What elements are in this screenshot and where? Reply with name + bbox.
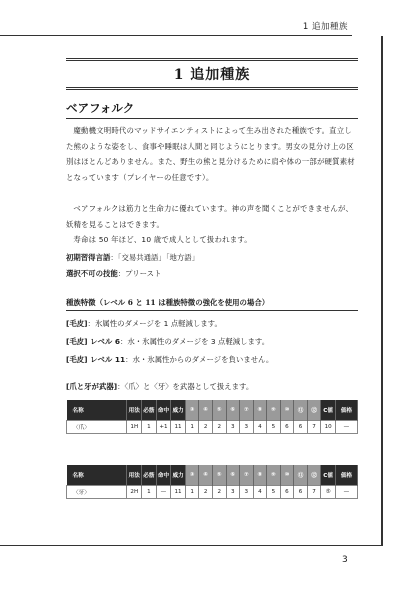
table-cell: 1 xyxy=(142,420,157,433)
table-cell: 6 xyxy=(280,420,294,433)
col-header: 用法 xyxy=(127,465,142,485)
table-cell: +1 xyxy=(156,420,171,433)
page-number: 3 xyxy=(342,555,348,565)
col-header: 命中 xyxy=(156,400,171,420)
trait-claw-fang xyxy=(66,381,253,392)
col-header: 名称 xyxy=(67,465,127,485)
col-header: ⑩ xyxy=(280,400,294,420)
table-cell: — xyxy=(335,420,357,433)
trait-label: [毛皮] xyxy=(66,319,88,328)
weapon-table-fang xyxy=(66,465,358,499)
table-cell: 4 xyxy=(253,485,267,498)
table-cell: 〈牙〉 xyxy=(67,485,127,498)
initial-language xyxy=(66,252,199,263)
chapter-title: 1 追加種族 xyxy=(66,58,358,90)
col-header: ④ xyxy=(199,400,213,420)
table-cell: 6 xyxy=(294,420,308,433)
col-header: ⑦ xyxy=(240,400,254,420)
table-cell: 11 xyxy=(171,420,186,433)
table-cell: 1H xyxy=(127,420,142,433)
trait-text: ：水・氷属性からのダメージを負いません。 xyxy=(125,355,274,364)
col-header: ③ xyxy=(185,465,199,485)
trait-label: [毛皮] レベル 11 xyxy=(66,355,126,364)
col-header: ⑧ xyxy=(253,400,267,420)
table-cell: — xyxy=(335,485,357,498)
table-cell: 5 xyxy=(267,485,281,498)
trait-text: ：氷属性のダメージを 1 点軽減します。 xyxy=(87,319,222,328)
initial-language-value: ：「交易共通語」「地方語」 xyxy=(110,253,200,262)
table-cell: 1 xyxy=(185,420,199,433)
col-header: 必筋 xyxy=(142,400,157,420)
trait-fur-level11 xyxy=(66,354,273,365)
table-cell: 2 xyxy=(199,420,213,433)
col-header: ⑦ xyxy=(240,465,254,485)
table-cell: — xyxy=(156,485,171,498)
table-cell: 2 xyxy=(212,420,226,433)
col-header: ⑥ xyxy=(226,465,240,485)
col-header: 用法 xyxy=(127,400,142,420)
trait-text: ：水・氷属性のダメージを 3 点軽減します。 xyxy=(120,337,270,346)
table-cell: 〈爪〉 xyxy=(67,420,127,433)
col-header: ⑤ xyxy=(212,465,226,485)
col-header: ⑪ xyxy=(294,465,308,485)
unselectable-skill-label: 選択不可の技能 xyxy=(66,269,118,278)
col-header: 名称 xyxy=(67,400,127,420)
col-header: ⑪ xyxy=(294,400,308,420)
table-cell: 4 xyxy=(253,420,267,433)
paragraph-lifespan xyxy=(66,232,358,248)
table-cell: 6 xyxy=(280,485,294,498)
initial-language-label: 初期習得言語 xyxy=(66,253,111,262)
bottom-rule xyxy=(0,545,382,546)
table-cell: 7 xyxy=(307,485,321,498)
col-header: ⑫ xyxy=(307,465,321,485)
table-cell: 10 xyxy=(321,420,336,433)
col-header: 必筋 xyxy=(142,465,157,485)
col-header: ④ xyxy=(199,465,213,485)
unselectable-skill xyxy=(66,268,161,279)
col-header: 威力 xyxy=(171,465,186,485)
table-cell: ⑤ xyxy=(321,485,336,498)
trait-label: [爪と牙が武器] xyxy=(66,382,118,391)
paragraph-abilities xyxy=(66,201,358,232)
col-header: ⑥ xyxy=(226,400,240,420)
weapon-table-claw xyxy=(66,400,358,434)
trait-fur xyxy=(66,318,222,329)
table-cell: 5 xyxy=(267,420,281,433)
trait-text: ：〈爪〉と〈牙〉を武器として扱えます。 xyxy=(117,382,254,391)
col-header: ⑨ xyxy=(267,400,281,420)
col-header: C値 xyxy=(321,400,336,420)
table-cell: 6 xyxy=(294,485,308,498)
table-cell: 2 xyxy=(212,485,226,498)
col-header: 命中 xyxy=(156,465,171,485)
paragraph-lifespan-text: 寿命は 50 年ほど、10 歳で成人として扱われます。 xyxy=(73,235,252,244)
running-head-text: 1 追加種族 xyxy=(302,22,348,32)
table-cell: 7 xyxy=(307,420,321,433)
col-header: ⑨ xyxy=(267,465,281,485)
col-header: ⑤ xyxy=(212,400,226,420)
table-cell: 2H xyxy=(127,485,142,498)
col-header: ⑧ xyxy=(253,465,267,485)
paragraph-abilities-text: ベアフォルクは筋力と生命力に優れています。神の声を聞くことができませんが、妖精を見ることはできます。 xyxy=(66,204,354,229)
running-head xyxy=(0,20,352,36)
col-header: ③ xyxy=(185,400,199,420)
table-cell: 3 xyxy=(226,420,240,433)
table-cell: 3 xyxy=(226,485,240,498)
paragraph-intro xyxy=(66,123,358,185)
paragraph-intro-text: 魔動機文明時代のマッドサイエンティストによって生み出された種族です。直立した熊のような姿をし、食事や睡眠は人間と同じようにとります。男女の見分け上の区別はほとんどありません。また、野生の熊と見分けるために肩や体の一部が硬質素材となっています（プレイヤーの任意です）。 xyxy=(66,126,355,182)
side-rule xyxy=(381,36,383,546)
weapon-table-header-row xyxy=(67,465,358,485)
trait-fur-level6 xyxy=(66,336,269,347)
col-header: 威力 xyxy=(171,400,186,420)
table-row xyxy=(67,485,358,498)
col-header: C値 xyxy=(321,465,336,485)
race-name-heading: ベアフォルク xyxy=(66,100,358,119)
table-cell: 3 xyxy=(240,485,254,498)
trait-label: [毛皮] レベル 6 xyxy=(66,337,120,346)
col-header: 価格 xyxy=(335,400,357,420)
unselectable-skill-value: ：プリースト xyxy=(117,269,162,278)
col-header: ⑩ xyxy=(280,465,294,485)
table-row xyxy=(67,420,358,433)
table-cell: 11 xyxy=(171,485,186,498)
weapon-table-header-row xyxy=(67,400,358,420)
col-header: ⑫ xyxy=(307,400,321,420)
table-cell: 3 xyxy=(240,420,254,433)
table-cell: 1 xyxy=(185,485,199,498)
table-cell: 1 xyxy=(142,485,157,498)
col-header: 価格 xyxy=(335,465,357,485)
traits-heading: 種族特徴（レベル 6 と 11 は種族特徴の強化を使用の場合） xyxy=(66,297,358,311)
table-cell: 2 xyxy=(199,485,213,498)
